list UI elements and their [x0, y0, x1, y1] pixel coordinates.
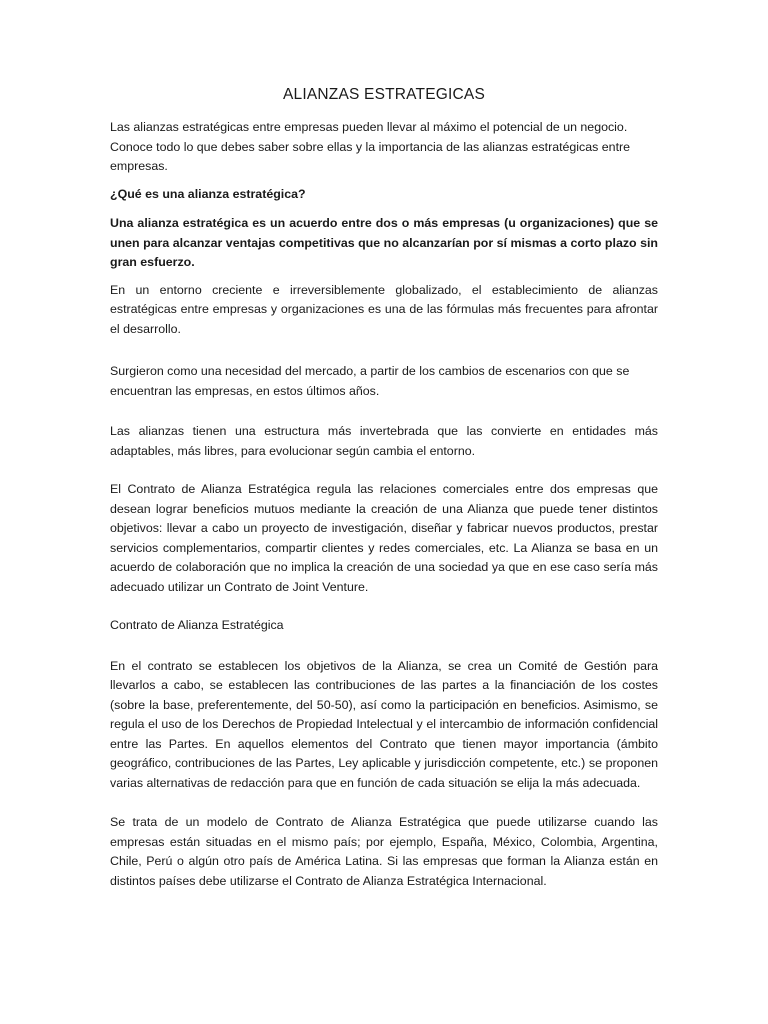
- intro-paragraph: Las alianzas estratégicas entre empresas pueden llevar al máximo el potencial de un negocio. Conoce todo lo que debes saber sobre ellas y la importancia de las alianzas estratégicas entre empresas.: [110, 120, 631, 173]
- definition-paragraph: Una alianza estratégica es un acuerdo entre dos o más empresas (u organizaciones) que se unen para alcanzar ventajas competitivas que no alcanzarían por sí mismas a corto plazo sin gran esfuerzo.: [110, 216, 658, 269]
- body-paragraph-6: Se trata de un modelo de Contrato de Alianza Estratégica que puede utilizarse cuando las empresas están situadas en el mismo país; por ejemplo, España, México, Colombia, Argentina, Chile, Perú o algún otro país de América Latina. Si las empresas que forman la Alianza están en distintos países debe utilizarse el Contrato de Alianza Estratégica Internacional.: [110, 815, 658, 888]
- body-paragraph-5: En el contrato se establecen los objetivos de la Alianza, se crea un Comité de Gestión para llevarlos a cabo, se establecen las contribuciones de las partes a la financiación de los costes (sobre la base, preferentemente, del 50-50), así como la participación en beneficios. Asimismo, se regula el uso de los Derechos de Propiedad Intelectual y el intercambio de información confidencial entre las Partes. En aquellos elementos del Contrato que tienen mayor importancia (ámbito geográfico, contribuciones de las Partes, Ley aplicable y jurisdicción competente, etc.) se proponen varias alternativas de redacción para que en función de cada situación se elija la más adecuada.: [110, 658, 658, 790]
- section-subheading: Contrato de Alianza Estratégica: [110, 618, 284, 632]
- body-paragraph-2: Surgieron como una necesidad del mercado, a partir de los cambios de escenarios con que se encuentran las empresas, en estos últimos años.: [110, 364, 630, 398]
- document-title: ALIANZAS ESTRATEGICAS: [282, 86, 485, 103]
- body-paragraph-3: Las alianzas tienen una estructura más invertebrada que las convierte en entidades más adaptables, más libres, para evolucionar según cambia el entorno.: [110, 424, 658, 458]
- body-paragraph-1: En un entorno creciente e irreversiblemente globalizado, el establecimiento de alianzas estratégicas entre empresas y organizaciones es una de las fórmulas más frecuentes para afrontar el desarrollo.: [110, 282, 658, 336]
- question-heading: ¿Qué es una alianza estratégica?: [110, 186, 306, 201]
- body-paragraph-4: El Contrato de Alianza Estratégica regula las relaciones comerciales entre dos empresas que desean lograr beneficios mutuos mediante la creación de una Alianza que puede tener distintos objetivos: llevar a cabo un proyecto de investigación, diseñar y fabricar nuevos productos, prestar servicios complementarios, compartir clientes y redes comerciales, etc. La Alianza se basa en un acuerdo de colaboración que no implica la creación de una sociedad ya que en ese caso sería más adecuado utilizar un Contrato de Joint Venture.: [110, 482, 658, 594]
